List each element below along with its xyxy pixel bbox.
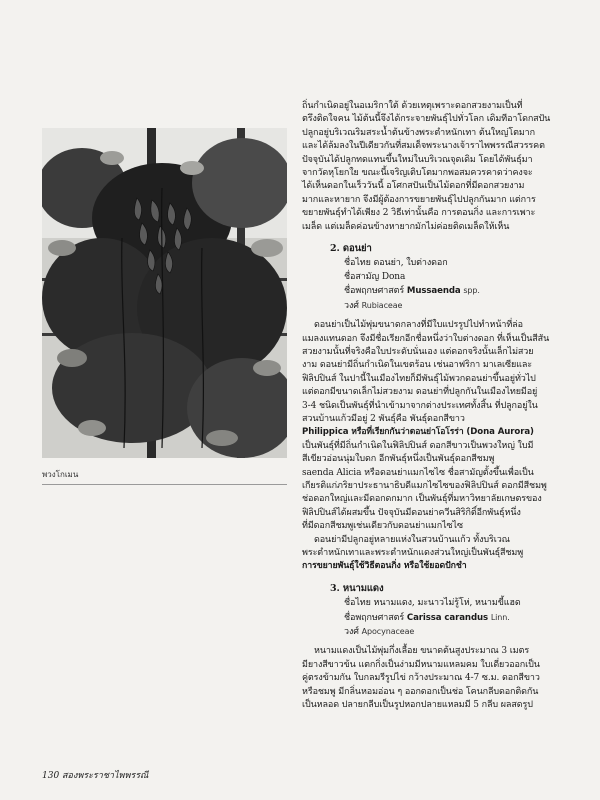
family-row <box>344 625 564 639</box>
intro-line: ปัจจุบันได้ปลูกทดแทนขึ้นใหม่ในบริเวณจุดเดิม โดยได้พันธุ์มา <box>302 154 533 165</box>
caption-divider <box>42 484 287 485</box>
section-3-paragraph <box>302 645 564 712</box>
body-line: Philippica หรือที่เรียกกันว่าดอนย่าโอโรร่า (Dona Aurora) <box>302 427 534 438</box>
body-line: เกียรติแก่ภริยาประธานาธิบดีแมกไซไซของฟิลิปปินส์ ดอกมีสีชมพู <box>302 480 547 491</box>
section-3-meta <box>344 597 564 639</box>
intro-line: มากและหายาก จึงมีผู้ต้องการขยายพันธุ์ไปปลูกกันมาก แต่การ <box>302 194 536 205</box>
family-name: Apocynaceae <box>361 627 415 637</box>
body-line: สวนบ้านแก้วมีอยู่ 2 พันธุ์คือ พันธุ์ดอกสีขาว <box>302 413 465 424</box>
body-line: ฟิลิปปินส์ ในปานี้ในเมืองไทยก็มีพันธุ์ไม้พวกดอนย่าขึ้นอยู่ทั่วไป <box>302 373 536 384</box>
body-line: แต่ดอกมีขนาดเล็กไม่สวยงาม ดอนย่าที่ปลูกกันในเมืองไทยมีอยู่ <box>302 387 538 398</box>
botanical-name-row <box>344 284 564 298</box>
family-label: วงศ์ <box>344 627 359 638</box>
thai-name: ชื่อไทย ดอนย่า, ใบต่างดอก <box>344 258 448 269</box>
botanical-name-row <box>344 611 564 625</box>
body-line: พระตำหนักเทาและพระตำหนักแดงส่วนใหญ่เป็นพันธุ์สีชมพู <box>302 548 524 558</box>
intro-line: และได้ล้มลงในปีเดียวกันที่สมเด็จพระนางเจ้าราไพพรรณีสวรรคต <box>302 141 545 152</box>
botanical-name: Carissa carandus <box>406 612 489 623</box>
family-row <box>344 299 564 313</box>
body-line: ดอนย่าเป็นไม้พุ่มขนาดกลางที่มีใบแปรรูปไปทำหน้าที่ล่อ <box>314 320 523 331</box>
intro-line: ตรึงติดใจคน ไม้ต้นนี้จึงได้กระจายพันธุ์ไปทั่วโลก เดิมทีอาโดกสปัน <box>302 114 551 125</box>
botanical-suffix: spp. <box>463 286 480 296</box>
section-2-meta <box>344 257 564 313</box>
body-line: มียางสีขาวข้น แตกกิ่งเป็นง่ามมีหนามแหลมคม ใบเดี่ยวออกเป็น <box>302 659 540 670</box>
intro-line: ได้เห็นดอกในเร็ววันนี้ อโศกสปันเป็นไม้ดอกที่มีดอกสวยงาม <box>302 181 525 192</box>
body-line: เป็นหลอด ปลายกลีบเป็นรูปหอกปลายแหลมมี 5 กลีบ ผลสดรูป <box>302 700 533 711</box>
section-2-title: 2. ดอนย่า <box>330 243 372 255</box>
botanical-label: ชื่อพฤกษศาสตร์ <box>344 286 405 297</box>
botanical-label: ชื่อพฤกษศาสตร์ <box>344 612 405 623</box>
body-line: เป็นพันธุ์ที่มีถิ่นกำเนิดในฟิลิปปินส์ ดอกสีขาวเป็นพวงใหญ่ ใบมี <box>302 440 534 451</box>
body-line: คู่ตรงข้ามกัน ใบกลมรีรูปไข่ กว้างประมาณ 4-7 ซ.ม. ดอกสีขาว <box>302 673 540 684</box>
intro-line: จากวัดหุโยกใย ขณะนี้เจริญเติบโตมากพอสมควรคาดว่าคงจะ <box>302 168 533 179</box>
body-line: 3-4 ชนิดเป็นพันธุ์ที่นำเข้ามาจากต่างประเทศทั้งสิ้น ที่ปลูกอยู่ใน <box>302 400 538 411</box>
body-line: งาม ดอนย่ามีถิ่นกำเนิดในเขตร้อน เช่นอาฟริกา มาเลเซียและ <box>302 360 533 371</box>
body-line: ที่มีดอกสีชมพูเช่นเดียวกับดอนย่าแมกไซไซ <box>302 521 463 532</box>
text-column <box>302 100 564 712</box>
section-2-paragraph-1 <box>302 319 564 534</box>
intro-line: ถิ่นกำเนิดอยู่ในอเมริกาใต้ ด้วยเหตุเพราะดอกสวยงามเป็นที่ <box>302 101 523 111</box>
photo-caption: พวงโกเมน <box>42 470 79 479</box>
botanical-name: Mussaenda <box>406 286 461 297</box>
intro-line: ปลูกอยู่บริเวณริมสระน้ำต้นข้างพระตำหนักเทา ต้นใหญ่โตมาก <box>302 127 535 138</box>
intro-paragraph <box>302 100 564 234</box>
body-line: หรือชมพู มีกลิ่นหอมอ่อน ๆ ออกดอกเป็นช่อ โคนกลีบดอกติดกัน <box>302 686 539 697</box>
body-line: สวยงามนั้นที่จริงคือใบประดับนั่นเอง แต่ดอกจริงนั้นเล็กไม่สวย <box>302 346 534 357</box>
family-label: วงศ์ <box>344 300 359 311</box>
body-line: saenda Alicia หรือดอนย่าแมกไซไซ ชื่อสามัญตั้งขึ้นเพื่อเป็น <box>302 467 534 478</box>
page-footer: 130 สองพระราชาไพพรรณี <box>42 771 149 781</box>
intro-line: เมล็ด แต่เมล็ดค่อนข้างหายากมักไม่ค่อยติดเมล็ดให้เห็น <box>302 221 510 232</box>
body-line: ดอนย่ามีปลูกอยู่หลายแห่งในสวนบ้านแก้ว ทั้งบริเวณ <box>314 534 510 545</box>
intro-line: ขยายพันธุ์ทำได้เพียง 2 วิธีเท่านั้นคือ การตอนกิ่ง และการเพาะ <box>302 208 536 219</box>
propagation-note: การขยายพันธุ์ใช้วิธีตอนกิ่ง หรือใช้ยอดปักชำ <box>302 561 467 572</box>
family-name: Rubiaceae <box>361 300 403 310</box>
common-name: ชื่อสามัญ Dona <box>344 271 406 282</box>
section-3-title: 3. หนามแดง <box>330 582 384 594</box>
body-line: หนามแดงเป็นไม้พุ่มกึ่งเลื้อย ขนาดต้นสูงประมาณ 3 เมตร <box>314 646 530 657</box>
plant-photograph-image <box>42 128 287 458</box>
body-line: สีเขียวอ่อนนุ่มใบดก อีกพันธุ์หนึ่งเป็นพันธุ์ดอกสีชมพู <box>302 454 495 465</box>
botanical-suffix: Linn. <box>490 612 510 622</box>
section-2-paragraph-2 <box>302 534 564 574</box>
body-line: ช่อดอกใหญ่และมีดอกดกมาก เป็นพันธุ์ที่มหาวิทยาลัยเกษตรของ <box>302 494 542 505</box>
plant-photograph <box>42 128 287 458</box>
body-line: ฟิลิปปินส์ได้ผสมขึ้น ปัจจุบันมีดอนย่าควีนสิริกิติ์อีกพันธุ์หนึ่ง <box>302 507 521 518</box>
thai-name: ชื่อไทย หนามแดง, มะนาวไม่รู้โห่, หนามขี้แฮด <box>344 598 521 609</box>
body-line: แมลงแทนดอก จึงมีชื่อเรียกอีกชื่อหนึ่งว่าใบต่างดอก ที่เห็นเป็นสีสัน <box>302 333 550 344</box>
